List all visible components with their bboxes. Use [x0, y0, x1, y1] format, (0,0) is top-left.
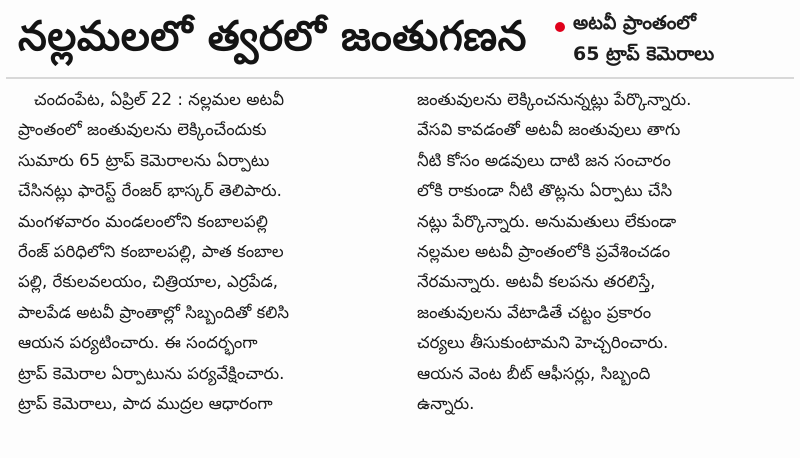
text-line: నీటి కోసం అడవులు దాటి జన సంచారం [417, 150, 671, 170]
article-column-left [18, 85, 408, 419]
text-line: ఉన్నారు. [417, 393, 475, 413]
text-line: జంతువులను లెక్కించనున్నట్లు పేర్కొన్నారు. [417, 90, 692, 109]
text-line: చర్యలు తీసుకుంటామని హెచ్చరించారు. [417, 333, 669, 353]
text-line: ఆయన పర్యటించారు. ఈ సందర్భంగా [18, 333, 258, 353]
text-line: సుమారు 65 ట్రాప్ కెమెరాలను ఏర్పాటు [18, 150, 270, 170]
text-line: ప్రాంతంలో జంతువులను లెక్కించేందుకు [18, 120, 267, 140]
red-bullet-icon [555, 22, 565, 32]
text-line: లోకి రాకుండా నీటి తొట్లను ఏర్పాటు చేసి [417, 181, 673, 201]
text-line: నట్లు పేర్కొన్నారు. అనుమతులు లేకుండా [417, 211, 677, 231]
subheadline-line-2: 65 ట్రాప్ కెమెరాలు [573, 43, 715, 65]
text-line: ట్రాప్ కెమెరాలు, పాద ముద్రల ఆధారంగా [18, 393, 273, 413]
article-column-right [417, 85, 795, 419]
text-line: పాలపేడ అటవీ ప్రాంతాల్లో సిబ్బందితో కలిసి [18, 302, 290, 322]
text-line: వేసవి కావడంతో అటవీ జంతువులు తాగు [417, 120, 681, 140]
text-line: మంగళవారం మండలంలోని కంబాలపల్లి [18, 211, 268, 231]
divider [6, 77, 794, 79]
text-line: నల్లమల అటవీ ప్రాంతంలోకి ప్రవేశించడం [417, 241, 671, 261]
text-line: చందంపేట, ఏప్రిల్ 22 : నల్లమల అటవీ [34, 90, 285, 109]
text-line: పల్లి, రేకులవలయం, చిత్రియాల, ఎర్రపేడ, [18, 272, 279, 292]
text-line: జంతువులను వేటాడితే చట్టం ప్రకారం [417, 302, 652, 322]
text-line: ఆయన వెంట బీట్ ఆఫీసర్లు, సిబ్బంది [417, 363, 651, 383]
subheadline-line-1: అటవీ ప్రాంతంలో [573, 12, 696, 34]
text-line: చేసినట్లు ఫారెస్ట్ రేంజర్ భాస్కర్ తెలిపారు. [18, 181, 282, 201]
text-line: నేరమన్నారు. అటవీ కలపను తరలిస్తే, [417, 272, 656, 292]
headline: నల్లమలలో త్వరలో జంతుగణన [18, 12, 527, 60]
text-line: ట్రాప్ కెమెరాల ఏర్పాటును పర్యవేక్షించారు. [18, 363, 285, 383]
text-line: రేంజ్ పరిధిలోని కంబాలపల్లి, పాత కంబాల [18, 241, 284, 261]
